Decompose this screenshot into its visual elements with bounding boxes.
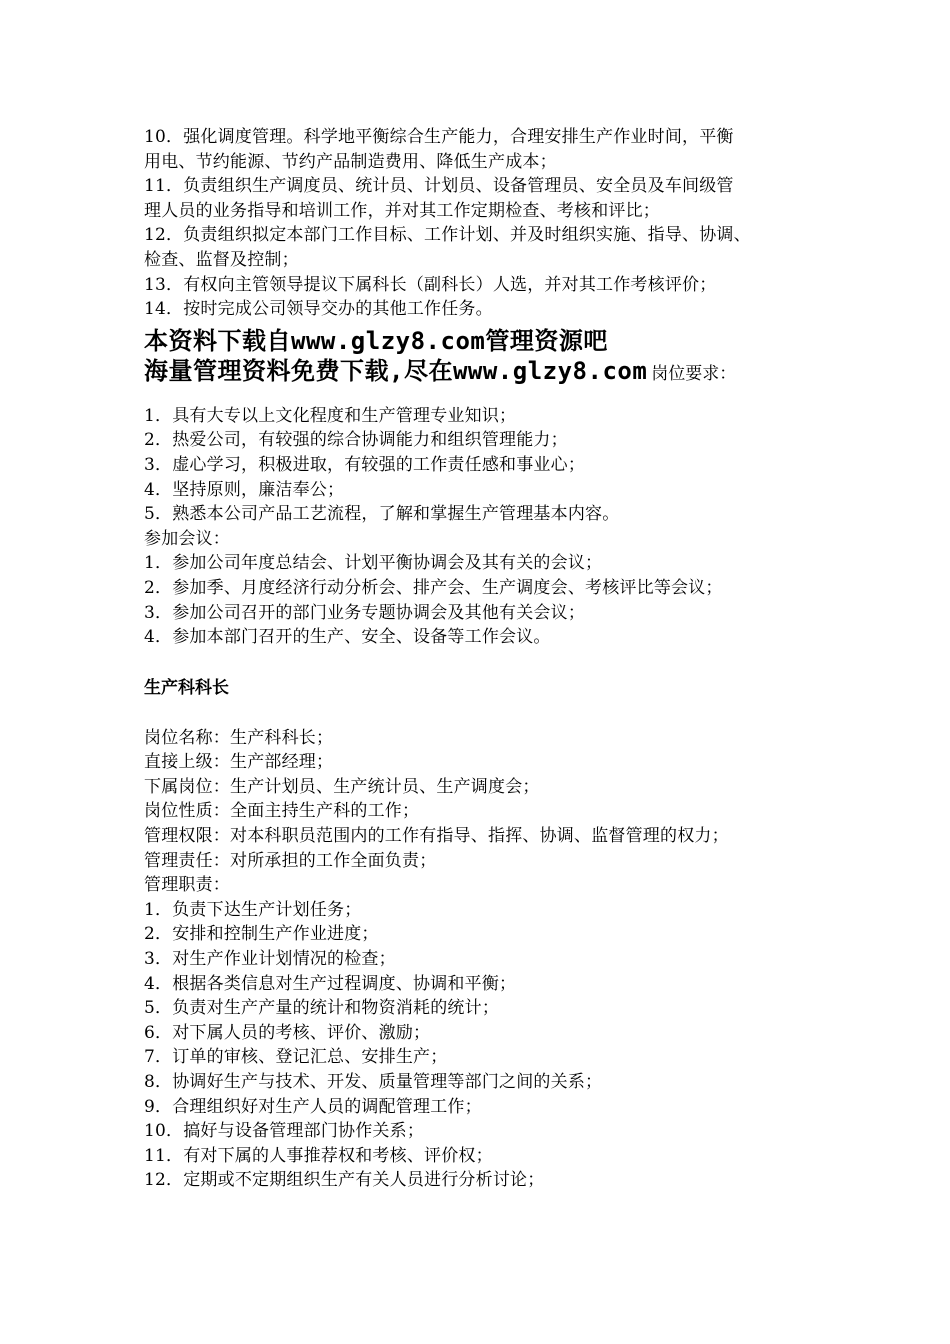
paragraph-line: 11．负责组织生产调度员、统计员、计划员、设备管理员、安全员及车间级管 — [144, 176, 734, 197]
paragraph-line: 检查、监督及控制； — [144, 249, 299, 270]
paragraph-line: 理人员的业务指导和培训工作，并对其工作定期检查、考核和评比； — [144, 200, 660, 221]
list-item: 2．热爱公司，有较强的综合协调能力和组织管理能力； — [144, 430, 568, 451]
list-item: 11．有对下属的人事推荐权和考核、评价权； — [144, 1145, 493, 1166]
paragraph-line: 10．强化调度管理。科学地平衡综合生产能力，合理安排生产作业时间，平衡 — [144, 127, 734, 147]
watermark-line-2: 海量管理资料免费下载,尽在www.glzy8.com — [144, 356, 648, 385]
list-item: 1．参加公司年度总结会、计划平衡协调会及其有关的会议； — [144, 553, 603, 574]
paragraph-line: 用电、节约能源、节约产品制造费用、降低生产成本； — [144, 151, 557, 172]
watermark-row — [144, 356, 824, 386]
info-line: 管理责任：对所承担的工作全面负责； — [144, 850, 437, 871]
list-item: 2．安排和控制生产作业进度； — [144, 924, 379, 945]
list-item: 10．搞好与设备管理部门协作关系； — [144, 1121, 425, 1142]
list-item: 7．订单的审核、登记汇总、安排生产； — [144, 1047, 448, 1068]
info-line: 岗位性质：全面主持生产科的工作； — [144, 801, 420, 822]
paragraph-line: 14．按时完成公司领导交办的其他工作任务。 — [144, 299, 493, 320]
requirements-list — [144, 404, 824, 527]
spacer — [144, 386, 824, 404]
requirements-label: 岗位要求： — [651, 363, 737, 384]
list-item: 12．定期或不定期组织生产有关人员进行分析讨论； — [144, 1170, 545, 1191]
list-item: 5．熟悉本公司产品工艺流程，了解和掌握生产管理基本内容。 — [144, 504, 620, 525]
spacer — [144, 700, 824, 726]
duties-list — [144, 898, 824, 1193]
watermark-line-1: 本资料下载自www.glzy8.com管理资源吧 — [144, 326, 608, 355]
list-item: 6．对下属人员的考核、评价、激励； — [144, 1022, 431, 1043]
info-line: 下属岗位：生产计划员、生产统计员、生产调度会； — [144, 776, 540, 797]
list-item: 1．具有大专以上文化程度和生产管理专业知识； — [144, 405, 517, 426]
section-title: 生产科科长 — [144, 677, 229, 698]
list-item: 3．虚心学习，积极进取，有较强的工作责任感和事业心； — [144, 454, 586, 475]
list-item: 5．负责对生产产量的统计和物资消耗的统计； — [144, 998, 500, 1019]
list-item: 2．参加季、月度经济行动分析会、排产会、生产调度会、考核评比等会议； — [144, 577, 723, 598]
info-line: 直接上级：生产部经理； — [144, 752, 334, 773]
list-item: 4．参加本部门召开的生产、安全、设备等工作会议。 — [144, 627, 551, 648]
meetings-label: 参加会议： — [144, 528, 230, 549]
paragraph-line: 12．负责组织拟定本部门工作目标、工作计划、并及时组织实施、指导、协调、 — [144, 225, 751, 246]
info-line: 岗位名称：生产科科长； — [144, 727, 334, 748]
list-item: 9．合理组织好对生产人员的调配管理工作； — [144, 1096, 482, 1117]
spacer — [144, 650, 824, 676]
list-item: 8．协调好生产与技术、开发、质量管理等部门之间的关系； — [144, 1072, 603, 1092]
list-item: 3．参加公司召开的部门业务专题协调会及其他有关会议； — [144, 602, 586, 623]
info-line: 管理权限：对本科职员范围内的工作有指导、指挥、协调、监督管理的权力； — [144, 826, 729, 847]
paragraph-line: 13．有权向主管领导提议下属科长（副科长）人选，并对其工作考核评价； — [144, 274, 717, 295]
intro-block — [144, 125, 824, 322]
info-line: 管理职责： — [144, 875, 230, 896]
list-item: 1．负责下达生产计划任务； — [144, 899, 362, 920]
meetings-block — [144, 527, 824, 650]
list-item: 4．根据各类信息对生产过程调度、协调和平衡； — [144, 973, 517, 994]
document-page — [144, 125, 824, 1193]
list-item: 3．对生产作业计划情况的检查； — [144, 949, 396, 970]
position-info-block — [144, 726, 824, 898]
watermark-block — [144, 326, 824, 386]
list-item: 4．坚持原则，廉洁奉公； — [144, 479, 345, 500]
